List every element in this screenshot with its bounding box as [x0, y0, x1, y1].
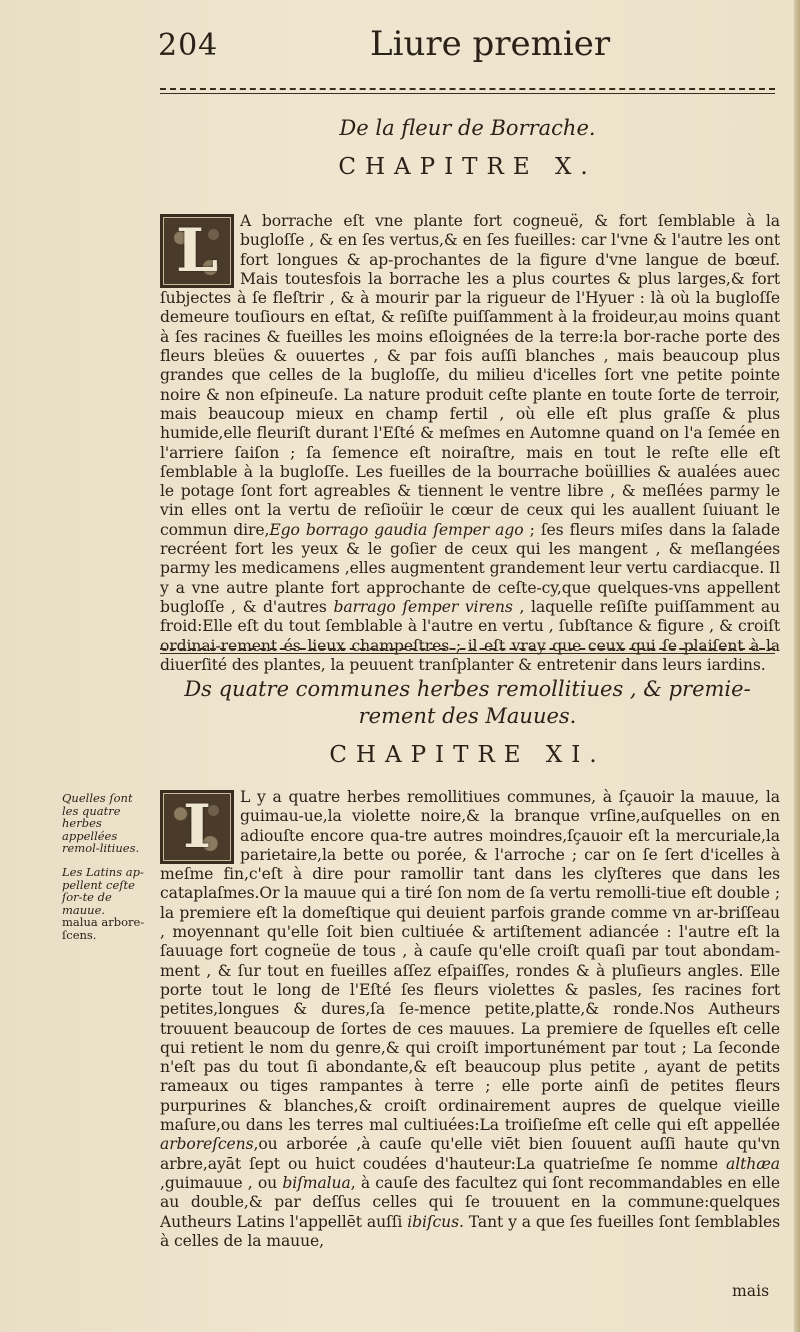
page-number: 204 — [158, 28, 219, 63]
ornamental-initial-i: I — [160, 790, 234, 864]
page-fold-shadow — [794, 0, 800, 1332]
chapter-heading-xi: CHAPITRE XI. — [329, 742, 606, 768]
chapter-xi-paragraph: L y a quatre herbes remollitiues communes, à ſçauoir la mauue, la guimau-ue,la violette noire,& la branque vrſine,auſquelles on en adiouſte encore qua-tre autres moindres,ſçauoir eſt la mercuriale,la parietaire,la bette ou porée, & l'arroche ; car on ſe ſert d'icelles à meſme fin,c'eſt à dire pour ramollir tant dans les clyſteres que dans les cataplaſmes.Or la mauue qui a tiré ſon nom de ſa vertu remolli-tiue eſt double ; la premiere eſt la domeſtique qui deuient parfois grande comme vn ar-briſſeau , moyennant qu'elle ſoit bien cultiuée & artiſtement adiancée : l'autre eſt la ſauuage fort cogneüe de tous , à cauſe qu'elle croiſt quaſi par tout abondam-ment , & ſur tout en fueilles aſſez eſpaiſſes, rondes & à pluſieurs angles. Elle porte tout le long de l'Eſté ſes fleurs violettes & pasles, ſes racines fort petites,longues & dures,ſa ſe-mence petite,platte,& ronde.Nos Autheurs trouuent beaucoup de ſortes de ces mauues. La premiere de ſquelles eſt celle qui retient le nom du genre,& qui croiſt importunément par tout ; La ſeconde n'eſt pas du tout ſi abondante,& eſt beaucoup plus petite , ayant de petits rameaux ou tiges rampantes à terre ; elle porte ainſi de petites fleurs purpurines & blanches,& croiſt ordinairement aupres de quelque vieille maſure,ou dans les terres mal cultiuées:La troiſieſme eſt celle qui eſt appellée arboreſcens,ou arborée ,à cauſe qu'elle viēt bien ſouuent auſſi haute qu'vn arbre,ayāt ſept ou huict coudées d'hauteur:La quatrieſme ſe nomme althæa ,guimauue , ou biſmalua, à cauſe des facultez qui ſont recommandables en elle au double,& par deſſus celles qui ſe trouuent en la commune:quelques Autheurs Latins l'appellēt auſſi ibiſcus. Tant y a que ſes fueilles ſont ſemblables à celles de la mauue, — [160, 788, 780, 1250]
running-title: Liure premier — [370, 24, 611, 64]
page-header — [150, 22, 770, 72]
section-rule — [160, 648, 775, 654]
margin-note-latins: Les Latins ap-pellent ceſte ſor-te de mauue. malua arbore-ſcens. — [62, 865, 145, 942]
chapter-x-body — [160, 212, 780, 675]
header-rule — [160, 88, 775, 94]
catchword: mais — [732, 1282, 770, 1300]
ornamental-initial-l: L — [160, 214, 234, 288]
chapter-x-paragraph: A borrache eſt vne plante fort cogneuë, & fort ſemblable à la bugloſſe , & en ſes vertus,& en ſes fueilles: car l'vne & l'autre les ont fort longues & ap-prochantes de la figure d'vne langue de bœuf. Mais toutesfois la borrache les a plus courtes & plus larges,& fort ſubjectes à ſe fleſtrir , & à mourir par la rigueur de l'Hyuer : là où la bugloſſe demeure touſiours en eſtat, & reſiſte puiſſamment à la froideur,au moins quant à ſes racines & fueilles les moins eſloignées de la terre:la bor-rache porte des fleurs bleües & ouuertes , & par fois auſſi blanches , mais beaucoup plus grandes que celles de la bugloſſe, du milieu d'icelles ſort vne petite pointe noire & non eſpineuſe. La nature produit ceſte plante en toute ſorte de terroir, mais beaucoup mieux en champ fertil , où elle eſt plus graſſe & plus humide,elle fleuriſt durant l'Eſté & meſmes en Automne quand on l'a ſemée en l'arriere ſaiſon ; ſa ſemence eſt noiraſtre, mais en tout le reſte elle eſt ſemblable à la bugloſſe. Les fueilles de la bourrache boüillies & aualées auec le potage ſont fort agreables & tiennent le ventre libre , & meſlées parmy le vin elles ont la vertu de reſioüir le cœur de ceux qui les auallent ſuiuant le commun dire,Ego borrago gaudia ſemper ago ; ſes fleurs miſes dans la ſalade recréent fort les yeux & le goſier de ceux qui les mangent , & meſlangées parmy les medicamens ,elles augmentent grandement leur vertu cardiacque. Il y a vne autre plante fort approchante de ceſte-cy,que quelques-vns appellent bugloſſe , & d'autres barrago ſemper virens , laquelle reſiſte puiſſamment au froid:Elle eſt du tout ſemblable à l'autre en vertu , ſubſtance & figure , & croiſt ordinai-rement és lieux champeſtres ; il eſt vray que ceux qui ſe plaiſent à la diuerſité des plantes, la peuuent tranſplanter & entretenir dans leurs iardins. — [160, 212, 780, 674]
chapter-xi-body — [160, 788, 780, 1251]
margin-note-herbes: Quelles ſont les quatre herbes appellées remol-litiues. — [62, 791, 140, 855]
section-title-borrache: De la fleur de Borrache. — [339, 116, 596, 140]
chapter-heading-x: CHAPITRE X. — [338, 154, 597, 180]
section-title-mauues: Ds quatre communes herbes remollitiues , & premie- rement des Mauues. — [184, 677, 751, 728]
